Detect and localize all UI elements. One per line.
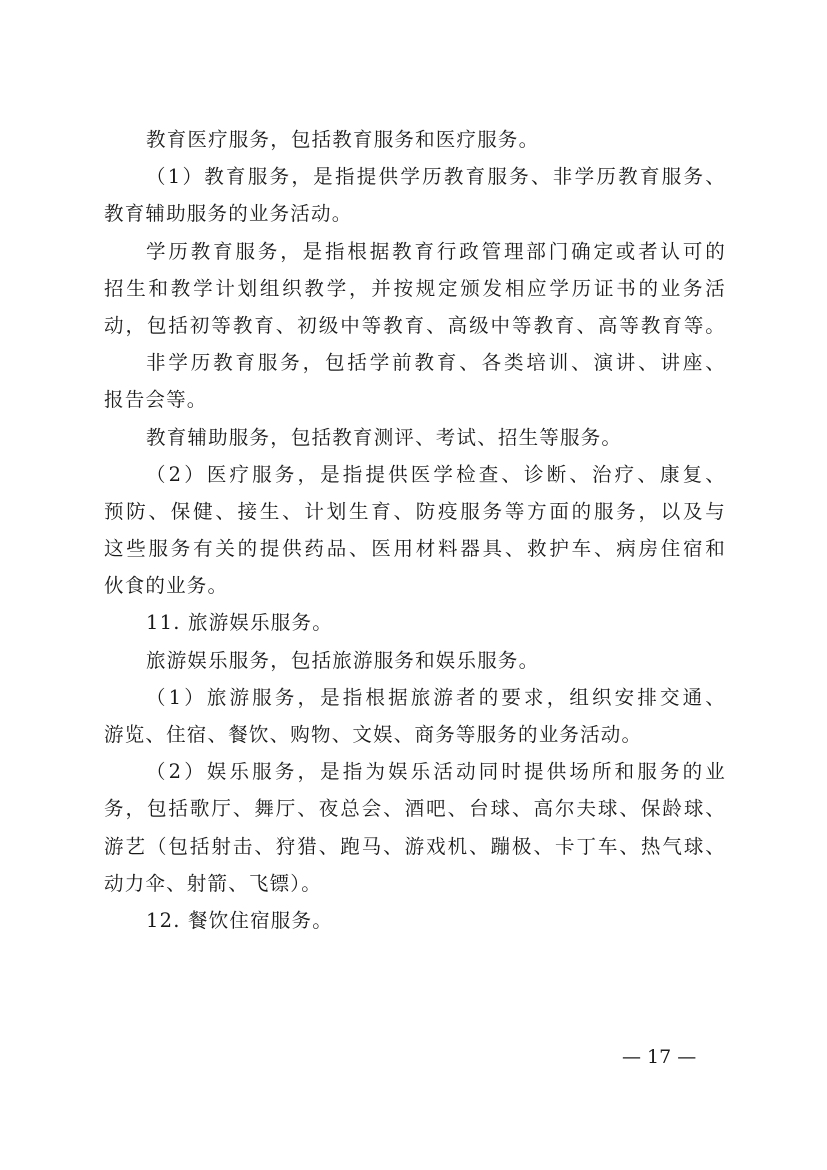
paragraph-line: 动，包括初等教育、初级中等教育、高级中等教育、高等教育等。 [104,313,726,337]
page-number: — 17 — [622,1046,697,1068]
paragraph-line: 学历教育服务，是指根据教育行政管理部门确定或者认可的 [146,239,726,263]
paragraph-line: 教育辅助服务的业务活动。 [104,202,353,226]
paragraph-line: 务，包括歌厅、舞厅、夜总会、酒吧、台球、高尔夫球、保龄球、 [104,797,726,821]
section-heading: 12. 餐饮住宿服务。 [146,908,333,932]
paragraph-line: 动力伞、射箭、飞镖）。 [104,871,322,895]
paragraph-line: 预防、保健、接生、计划生育、防疫服务等方面的服务，以及与 [104,499,726,523]
paragraph-line: 招生和教学计划组织教学，并按规定颁发相应学历证书的业务活 [104,276,726,300]
paragraph-line: 旅游娱乐服务，包括旅游服务和娱乐服务。 [146,648,540,672]
paragraph-line: （2）娱乐服务，是指为娱乐活动同时提供场所和服务的业 [146,760,726,784]
paragraph-line: （1）旅游服务，是指根据旅游者的要求，组织安排交通、 [146,685,726,709]
paragraph-line: 非学历教育服务，包括学前教育、各类培训、演讲、讲座、 [146,351,726,375]
paragraph-line: 游艺（包括射击、狩猎、跑马、游戏机、蹦极、卡丁车、热气球、 [104,834,726,858]
paragraph-line: 游览、住宿、餐饮、购物、文娱、商务等服务的业务活动。 [104,723,643,746]
paragraph-line: 这些服务有关的提供药品、医用材料器具、救护车、病房住宿和 [104,537,726,561]
paragraph-line: （2）医疗服务，是指提供医学检查、诊断、治疗、康复、 [146,462,726,486]
paragraph-line: 教育医疗服务，包括教育服务和医疗服务。 [146,128,540,151]
paragraph-line: 教育辅助服务，包括教育测评、考试、招生等服务。 [146,425,623,449]
document-body [104,124,726,942]
section-heading: 11. 旅游娱乐服务。 [146,611,333,635]
paragraph-line: 报告会等。 [104,388,208,412]
paragraph-line: （1）教育服务，是指提供学历教育服务、非学历教育服务、 [146,165,726,189]
paragraph-line: 伙食的业务。 [104,574,229,598]
